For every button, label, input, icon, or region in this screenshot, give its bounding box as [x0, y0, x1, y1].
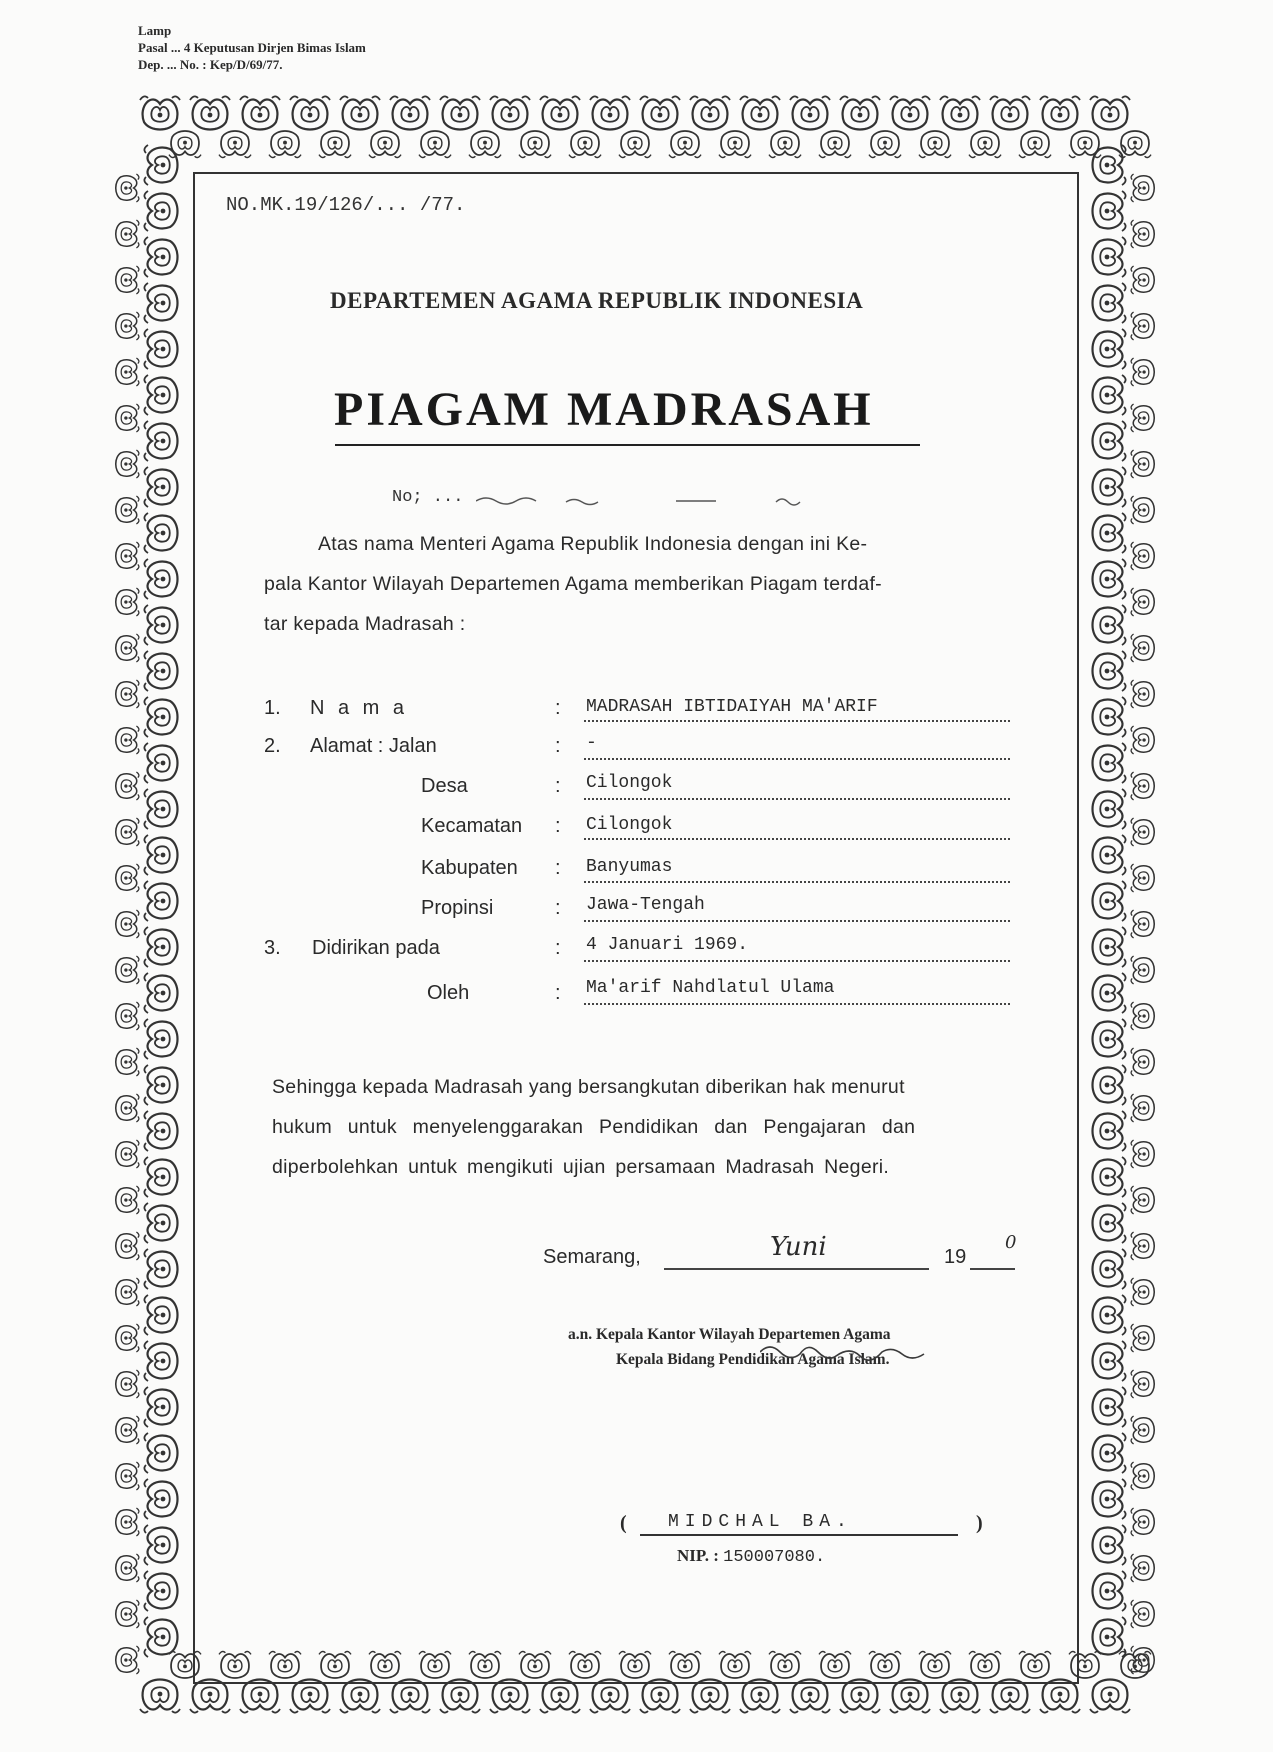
field-value-jalan: - [586, 733, 597, 753]
border-ornament [1093, 191, 1126, 231]
date-year-suffix: 0 [1005, 1232, 1017, 1253]
border-ornament [144, 237, 177, 277]
border-ornament [1131, 174, 1154, 202]
border-ornament [640, 1680, 680, 1713]
intro-line: Atas nama Menteri Agama Republik Indonesia dengan ini Ke- [318, 533, 868, 555]
border-ornament [740, 1680, 780, 1713]
date-year-prefix: 19 [944, 1246, 967, 1268]
border-ornament [1093, 1019, 1126, 1059]
border-ornament [769, 131, 801, 157]
field-dotted-line [584, 881, 1010, 883]
border-ornament [1131, 496, 1154, 524]
border-ornament [144, 283, 177, 323]
border-ornament [1131, 956, 1154, 984]
border-ornament [240, 1680, 280, 1713]
date-line [664, 1268, 929, 1270]
header-note-line: Pasal ... 4 Keputusan Dirjen Bimas Islam [138, 40, 366, 55]
border-ornament [116, 1600, 139, 1628]
border-ornament [440, 96, 480, 129]
border-ornament [1040, 1680, 1080, 1713]
border-ornament [144, 743, 177, 783]
border-ornament [190, 1680, 230, 1713]
border-ornament [1131, 404, 1154, 432]
border-top [140, 96, 1151, 157]
border-ornament [116, 772, 139, 800]
border-ornament [240, 96, 280, 129]
field-number: 3. [264, 937, 281, 959]
border-ornament [1131, 312, 1154, 340]
border-ornament [1093, 1065, 1126, 1105]
border-ornament [144, 1387, 177, 1427]
border-ornament [619, 131, 651, 157]
field-dotted-line [584, 720, 1010, 722]
name-open-paren: ( [620, 1512, 627, 1534]
border-ornament [116, 588, 139, 616]
border-ornament [144, 927, 177, 967]
border-ornament [940, 96, 980, 129]
handwritten-signature [760, 1336, 980, 1364]
border-ornament [144, 1111, 177, 1151]
border-ornament [1093, 145, 1126, 185]
border-ornament [1093, 651, 1126, 691]
border-ornament [219, 131, 251, 157]
border-ornament [144, 1157, 177, 1197]
border-ornament [1093, 1479, 1126, 1519]
border-ornament [790, 96, 830, 129]
border-ornament [790, 1680, 830, 1713]
nip-label: NIP. : [677, 1546, 719, 1565]
border-ornament [144, 1019, 177, 1059]
border-ornament [144, 1571, 177, 1611]
title-underline [335, 444, 920, 446]
border-ornament [116, 818, 139, 846]
field-value-desa: Cilongok [586, 773, 673, 793]
border-ornament [1093, 1571, 1126, 1611]
border-ornament [1131, 818, 1154, 846]
border-ornament [1131, 1278, 1154, 1306]
signatory-name-underline [640, 1534, 958, 1536]
border-ornament [1131, 1462, 1154, 1490]
border-ornament [116, 450, 139, 478]
border-ornament [1093, 973, 1126, 1013]
document-number: NO.MK.19/126/... /77. [226, 194, 466, 216]
border-ornament [1093, 467, 1126, 507]
field-colon: : [555, 697, 561, 719]
intro-line: tar kepada Madrasah : [264, 613, 466, 635]
border-ornament [1131, 1554, 1154, 1582]
border-ornament [144, 1617, 177, 1657]
border-ornament [1119, 131, 1151, 157]
border-ornament [590, 96, 630, 129]
header-note-line: Dep. ... No. : Kep/D/69/77. [138, 57, 283, 72]
border-ornament [1093, 927, 1126, 967]
field-colon: : [555, 897, 561, 919]
field-number: 1. [264, 697, 281, 719]
border-ornament [1093, 605, 1126, 645]
field-value-nama: MADRASAH IBTIDAIYAH MA'ARIF [586, 697, 878, 717]
border-ornament [116, 1140, 139, 1168]
border-ornament [116, 1048, 139, 1076]
registration-number: No; ... [392, 488, 464, 507]
border-ornament [144, 651, 177, 691]
border-ornament [1131, 1600, 1154, 1628]
field-colon: : [555, 735, 561, 757]
border-ornament [116, 726, 139, 754]
border-ornament [144, 375, 177, 415]
border-ornament [1131, 1186, 1154, 1214]
border-ornament [1090, 96, 1130, 129]
border-ornament [144, 1525, 177, 1565]
border-ornament [144, 881, 177, 921]
border-ornament [144, 605, 177, 645]
border-ornament [144, 1249, 177, 1289]
border-ornament [144, 145, 177, 185]
border-ornament [740, 96, 780, 129]
border-ornament [144, 1295, 177, 1335]
place-label: Semarang, [543, 1246, 641, 1268]
border-ornament [290, 1680, 330, 1713]
border-ornament [144, 1341, 177, 1381]
border-ornament [519, 131, 551, 157]
border-ornament [319, 131, 351, 157]
border-ornament [1131, 634, 1154, 662]
border-ornament [144, 1479, 177, 1519]
border-ornament [140, 1680, 180, 1713]
field-label-propinsi: Propinsi [421, 897, 494, 919]
field-number: 2. [264, 735, 281, 757]
border-ornament [990, 96, 1030, 129]
border-ornament [990, 1680, 1030, 1713]
field-dotted-line [584, 960, 1010, 962]
border-ornament [719, 131, 751, 157]
handwritten-scribble [476, 495, 846, 507]
border-ornament [1131, 772, 1154, 800]
border-ornament [1131, 910, 1154, 938]
border-ornament [1093, 1249, 1126, 1289]
field-value-propinsi: Jawa-Tengah [586, 895, 705, 915]
border-ornament [869, 131, 901, 157]
border-ornament [144, 191, 177, 231]
border-ornament [969, 131, 1001, 157]
border-ornament [1131, 680, 1154, 708]
border-ornament [116, 1002, 139, 1030]
border-ornament [1090, 1680, 1130, 1713]
border-ornament [490, 96, 530, 129]
border-ornament [540, 1680, 580, 1713]
border-ornament [1131, 1094, 1154, 1122]
border-ornament [144, 559, 177, 599]
border-ornament [1093, 1341, 1126, 1381]
border-right [1093, 145, 1155, 1674]
border-ornament [1131, 1370, 1154, 1398]
border-ornament [116, 358, 139, 386]
border-ornament [419, 131, 451, 157]
border-ornament [390, 1680, 430, 1713]
border-ornament [490, 1680, 530, 1713]
nip-value: 150007080. [723, 1548, 826, 1567]
closing-line: diperbolehkan untuk mengikuti ujian persamaan Madrasah Negeri. [272, 1156, 890, 1178]
border-ornament [1093, 697, 1126, 737]
signatory-name: MIDCHAL BA. [668, 1512, 853, 1532]
border-ornament [1093, 375, 1126, 415]
field-colon: : [555, 775, 561, 797]
border-ornament [1093, 1295, 1126, 1335]
border-ornament [144, 1065, 177, 1105]
border-ornament [1131, 726, 1154, 754]
border-ornament [116, 1278, 139, 1306]
border-ornament [1093, 329, 1126, 369]
field-value-didirikan: 4 Januari 1969. [586, 935, 749, 955]
border-ornament [116, 1370, 139, 1398]
border-ornament [144, 697, 177, 737]
border-ornament [1131, 864, 1154, 892]
border-ornament [1093, 1525, 1126, 1565]
field-dotted-line [584, 758, 1010, 760]
field-label-kabupaten: Kabupaten [421, 857, 518, 879]
border-ornament [116, 220, 139, 248]
field-dotted-line [584, 838, 1010, 840]
border-ornament [116, 1416, 139, 1444]
border-ornament [269, 131, 301, 157]
border-ornament [144, 835, 177, 875]
border-ornament [116, 496, 139, 524]
field-label-nama: N a m a [310, 697, 409, 719]
name-close-paren: ) [976, 1512, 983, 1534]
border-ornament [1093, 1387, 1126, 1427]
border-ornament [116, 1508, 139, 1536]
border-ornament [840, 1680, 880, 1713]
date-month-handwritten: Yuni [770, 1232, 827, 1262]
border-ornament [540, 96, 580, 129]
nip-line [677, 1546, 825, 1567]
field-label-desa: Desa [421, 775, 468, 797]
border-ornament [116, 312, 139, 340]
border-ornament [569, 131, 601, 157]
border-ornament [919, 131, 951, 157]
border-ornament [1131, 1646, 1154, 1674]
border-ornament [116, 910, 139, 938]
border-ornament [144, 513, 177, 553]
field-dotted-line [584, 798, 1010, 800]
border-ornament [144, 1203, 177, 1243]
border-ornament [1093, 559, 1126, 599]
border-ornament [1093, 835, 1126, 875]
border-ornament [1093, 237, 1126, 277]
border-ornament [1093, 881, 1126, 921]
field-colon: : [555, 937, 561, 959]
border-ornament [1131, 1508, 1154, 1536]
border-ornament [1093, 1203, 1126, 1243]
border-ornament [819, 131, 851, 157]
border-ornament [1131, 220, 1154, 248]
page-title: PIAGAM MADRASAH [334, 383, 874, 436]
border-ornament [144, 789, 177, 829]
border-ornament [144, 467, 177, 507]
field-value-kabupaten: Banyumas [586, 857, 673, 877]
border-ornament [1131, 542, 1154, 570]
year-line [970, 1268, 1015, 1270]
border-ornament [1131, 1416, 1154, 1444]
border-ornament [690, 96, 730, 129]
border-ornament [116, 1094, 139, 1122]
border-ornament [1131, 450, 1154, 478]
border-ornament [1093, 513, 1126, 553]
field-label-didirikan: Didirikan pada [312, 937, 440, 959]
field-value-kecamatan: Cilongok [586, 815, 673, 835]
border-ornament [669, 131, 701, 157]
border-ornament [116, 266, 139, 294]
closing-line: Sehingga kepada Madrasah yang bersangkutan diberikan hak menurut [272, 1076, 905, 1098]
border-ornament [1093, 743, 1126, 783]
border-ornament [1131, 1002, 1154, 1030]
field-colon: : [555, 857, 561, 879]
border-ornament [144, 329, 177, 369]
border-ornament [116, 1186, 139, 1214]
border-ornament [440, 1680, 480, 1713]
border-ornament [116, 956, 139, 984]
border-ornament [1131, 588, 1154, 616]
field-colon: : [555, 815, 561, 837]
border-ornament [1093, 789, 1126, 829]
field-label-alamat: Alamat : Jalan [310, 735, 437, 757]
border-ornament [1093, 283, 1126, 323]
border-ornament [116, 1646, 139, 1674]
border-ornament [116, 1554, 139, 1582]
header-note [138, 22, 366, 73]
field-dotted-line [584, 920, 1010, 922]
border-ornament [940, 1680, 980, 1713]
border-ornament [1093, 1433, 1126, 1473]
field-label-oleh: Oleh [427, 982, 470, 1004]
department-heading: DEPARTEMEN AGAMA REPUBLIK INDONESIA [330, 288, 864, 313]
border-ornament [890, 96, 930, 129]
border-ornament [1131, 358, 1154, 386]
signature-title-line: Kepala Bidang Pendidikan Agama Islam. [616, 1351, 890, 1368]
border-ornament [890, 1680, 930, 1713]
border-ornament [116, 864, 139, 892]
border-ornament [390, 96, 430, 129]
closing-line: hukum untuk menyelenggarakan Pendidikan dan Pengajaran dan [272, 1116, 916, 1138]
border-ornament [340, 96, 380, 129]
border-ornament [140, 96, 180, 129]
border-ornament [116, 542, 139, 570]
border-ornament [1131, 1140, 1154, 1168]
border-ornament [190, 96, 230, 129]
border-ornament [116, 1462, 139, 1490]
border-ornament [690, 1680, 730, 1713]
border-ornament [116, 404, 139, 432]
border-ornament [369, 131, 401, 157]
border-ornament [469, 131, 501, 157]
border-ornament [144, 421, 177, 461]
border-left [116, 145, 178, 1674]
border-ornament [116, 1324, 139, 1352]
field-label-kecamatan: Kecamatan [421, 815, 523, 837]
border-ornament [1131, 1324, 1154, 1352]
border-ornament [1131, 266, 1154, 294]
border-ornament [590, 1680, 630, 1713]
border-ornament [1093, 1157, 1126, 1197]
border-ornament [1093, 421, 1126, 461]
border-ornament [1019, 131, 1051, 157]
signature-title-line: a.n. Kepala Kantor Wilayah Departemen Agama [568, 1326, 891, 1343]
border-ornament [290, 96, 330, 129]
header-note-line: Lamp [138, 23, 172, 38]
border-ornament [1093, 1617, 1126, 1657]
field-dotted-line [584, 1003, 1010, 1005]
border-ornament [1093, 1111, 1126, 1151]
border-ornament [1131, 1232, 1154, 1260]
border-ornament [640, 96, 680, 129]
field-value-oleh: Ma'arif Nahdlatul Ulama [586, 978, 835, 998]
border-ornament [116, 1232, 139, 1260]
border-ornament [144, 973, 177, 1013]
border-ornament [840, 96, 880, 129]
field-colon: : [555, 982, 561, 1004]
border-ornament [340, 1680, 380, 1713]
border-ornament [116, 634, 139, 662]
border-ornament [116, 680, 139, 708]
border-ornament [1131, 1048, 1154, 1076]
border-ornament [116, 174, 139, 202]
border-ornament [144, 1433, 177, 1473]
intro-line: pala Kantor Wilayah Departemen Agama memberikan Piagam terdaf- [264, 573, 882, 595]
border-ornament [1040, 96, 1080, 129]
